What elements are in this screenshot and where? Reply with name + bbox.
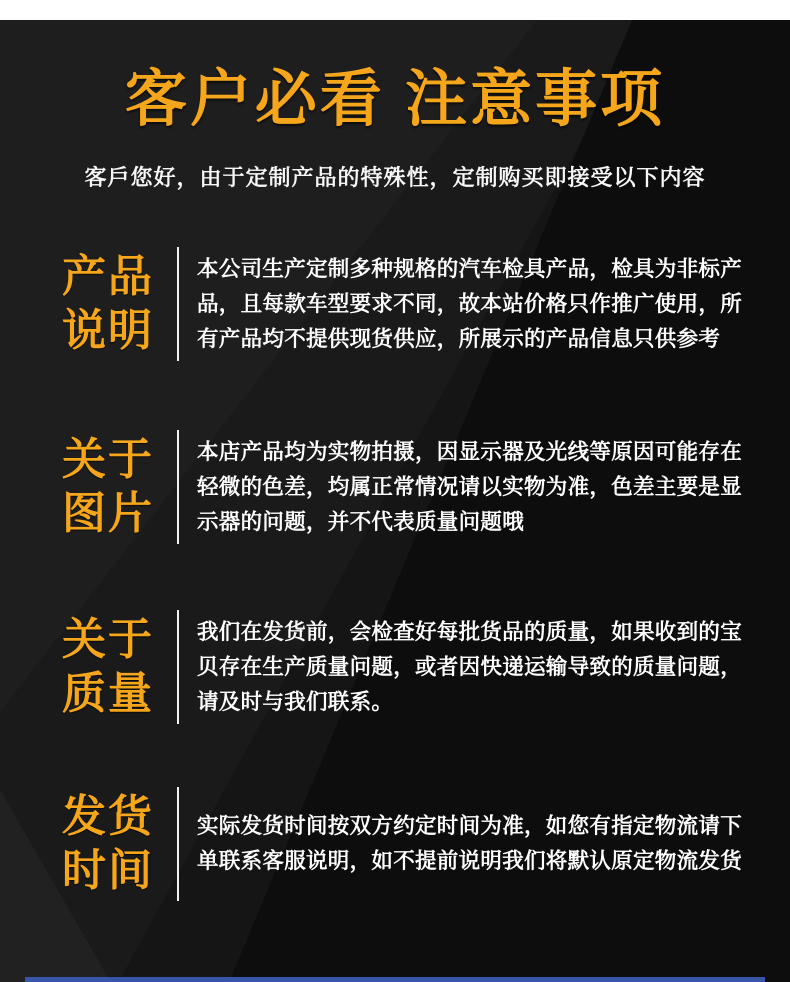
section-label-line: 发货 [62, 792, 154, 841]
section-label-line: 说明 [62, 306, 154, 355]
section-shipping-time-body: 实际发货时间按双方约定时间为准，如您有指定物流请下单联系客服说明，如不提前说明我们将默认原定物流发货 [197, 814, 743, 873]
section-about-images [57, 430, 747, 544]
page-subtitle: 客戶您好，由于定制产品的特殊性，定制购买即接受以下内容 [84, 165, 706, 190]
section-label-line: 关于 [62, 435, 154, 484]
black-background [0, 20, 790, 982]
section-about-quality [57, 610, 747, 724]
section-label-line: 关于 [62, 615, 154, 664]
page-title: 客户必看 注意事项 [124, 65, 666, 134]
section-label-line: 产品 [62, 252, 154, 301]
section-divider [177, 247, 179, 361]
section-product-info-label [57, 250, 159, 358]
section-label-line: 图片 [62, 489, 154, 538]
section-about-images-body: 本店产品均为实物拍摄，因显示器及光线等原因可能存在轻微的色差，均属正常情况请以实物为准，色差主要是显示器的问题，并不代表质量问题哦 [197, 439, 743, 534]
bottom-blue-strip [25, 977, 765, 982]
section-label-line: 质量 [62, 669, 154, 718]
section-divider [177, 787, 179, 901]
section-about-quality-label [57, 613, 159, 721]
section-shipping-time-label [57, 790, 159, 898]
top-white-strip [0, 0, 790, 20]
section-product-info [57, 247, 747, 361]
section-label-line: 时间 [62, 846, 154, 895]
section-divider [177, 610, 179, 724]
section-shipping-time [57, 787, 747, 901]
section-product-info-body: 本公司生产定制多种规格的汽车检具产品，检具为非标产品，且每款车型要求不同，故本站价格只作推广使用，所有产品均不提供现货供应，所展示的产品信息只供参考 [197, 256, 743, 351]
section-about-quality-body: 我们在发货前，会检查好每批货品的质量，如果收到的宝贝存在生产质量问题，或者因快递运输导致的质量问题，请及时与我们联系。 [197, 619, 743, 714]
section-about-images-label [57, 433, 159, 541]
section-divider [177, 430, 179, 544]
